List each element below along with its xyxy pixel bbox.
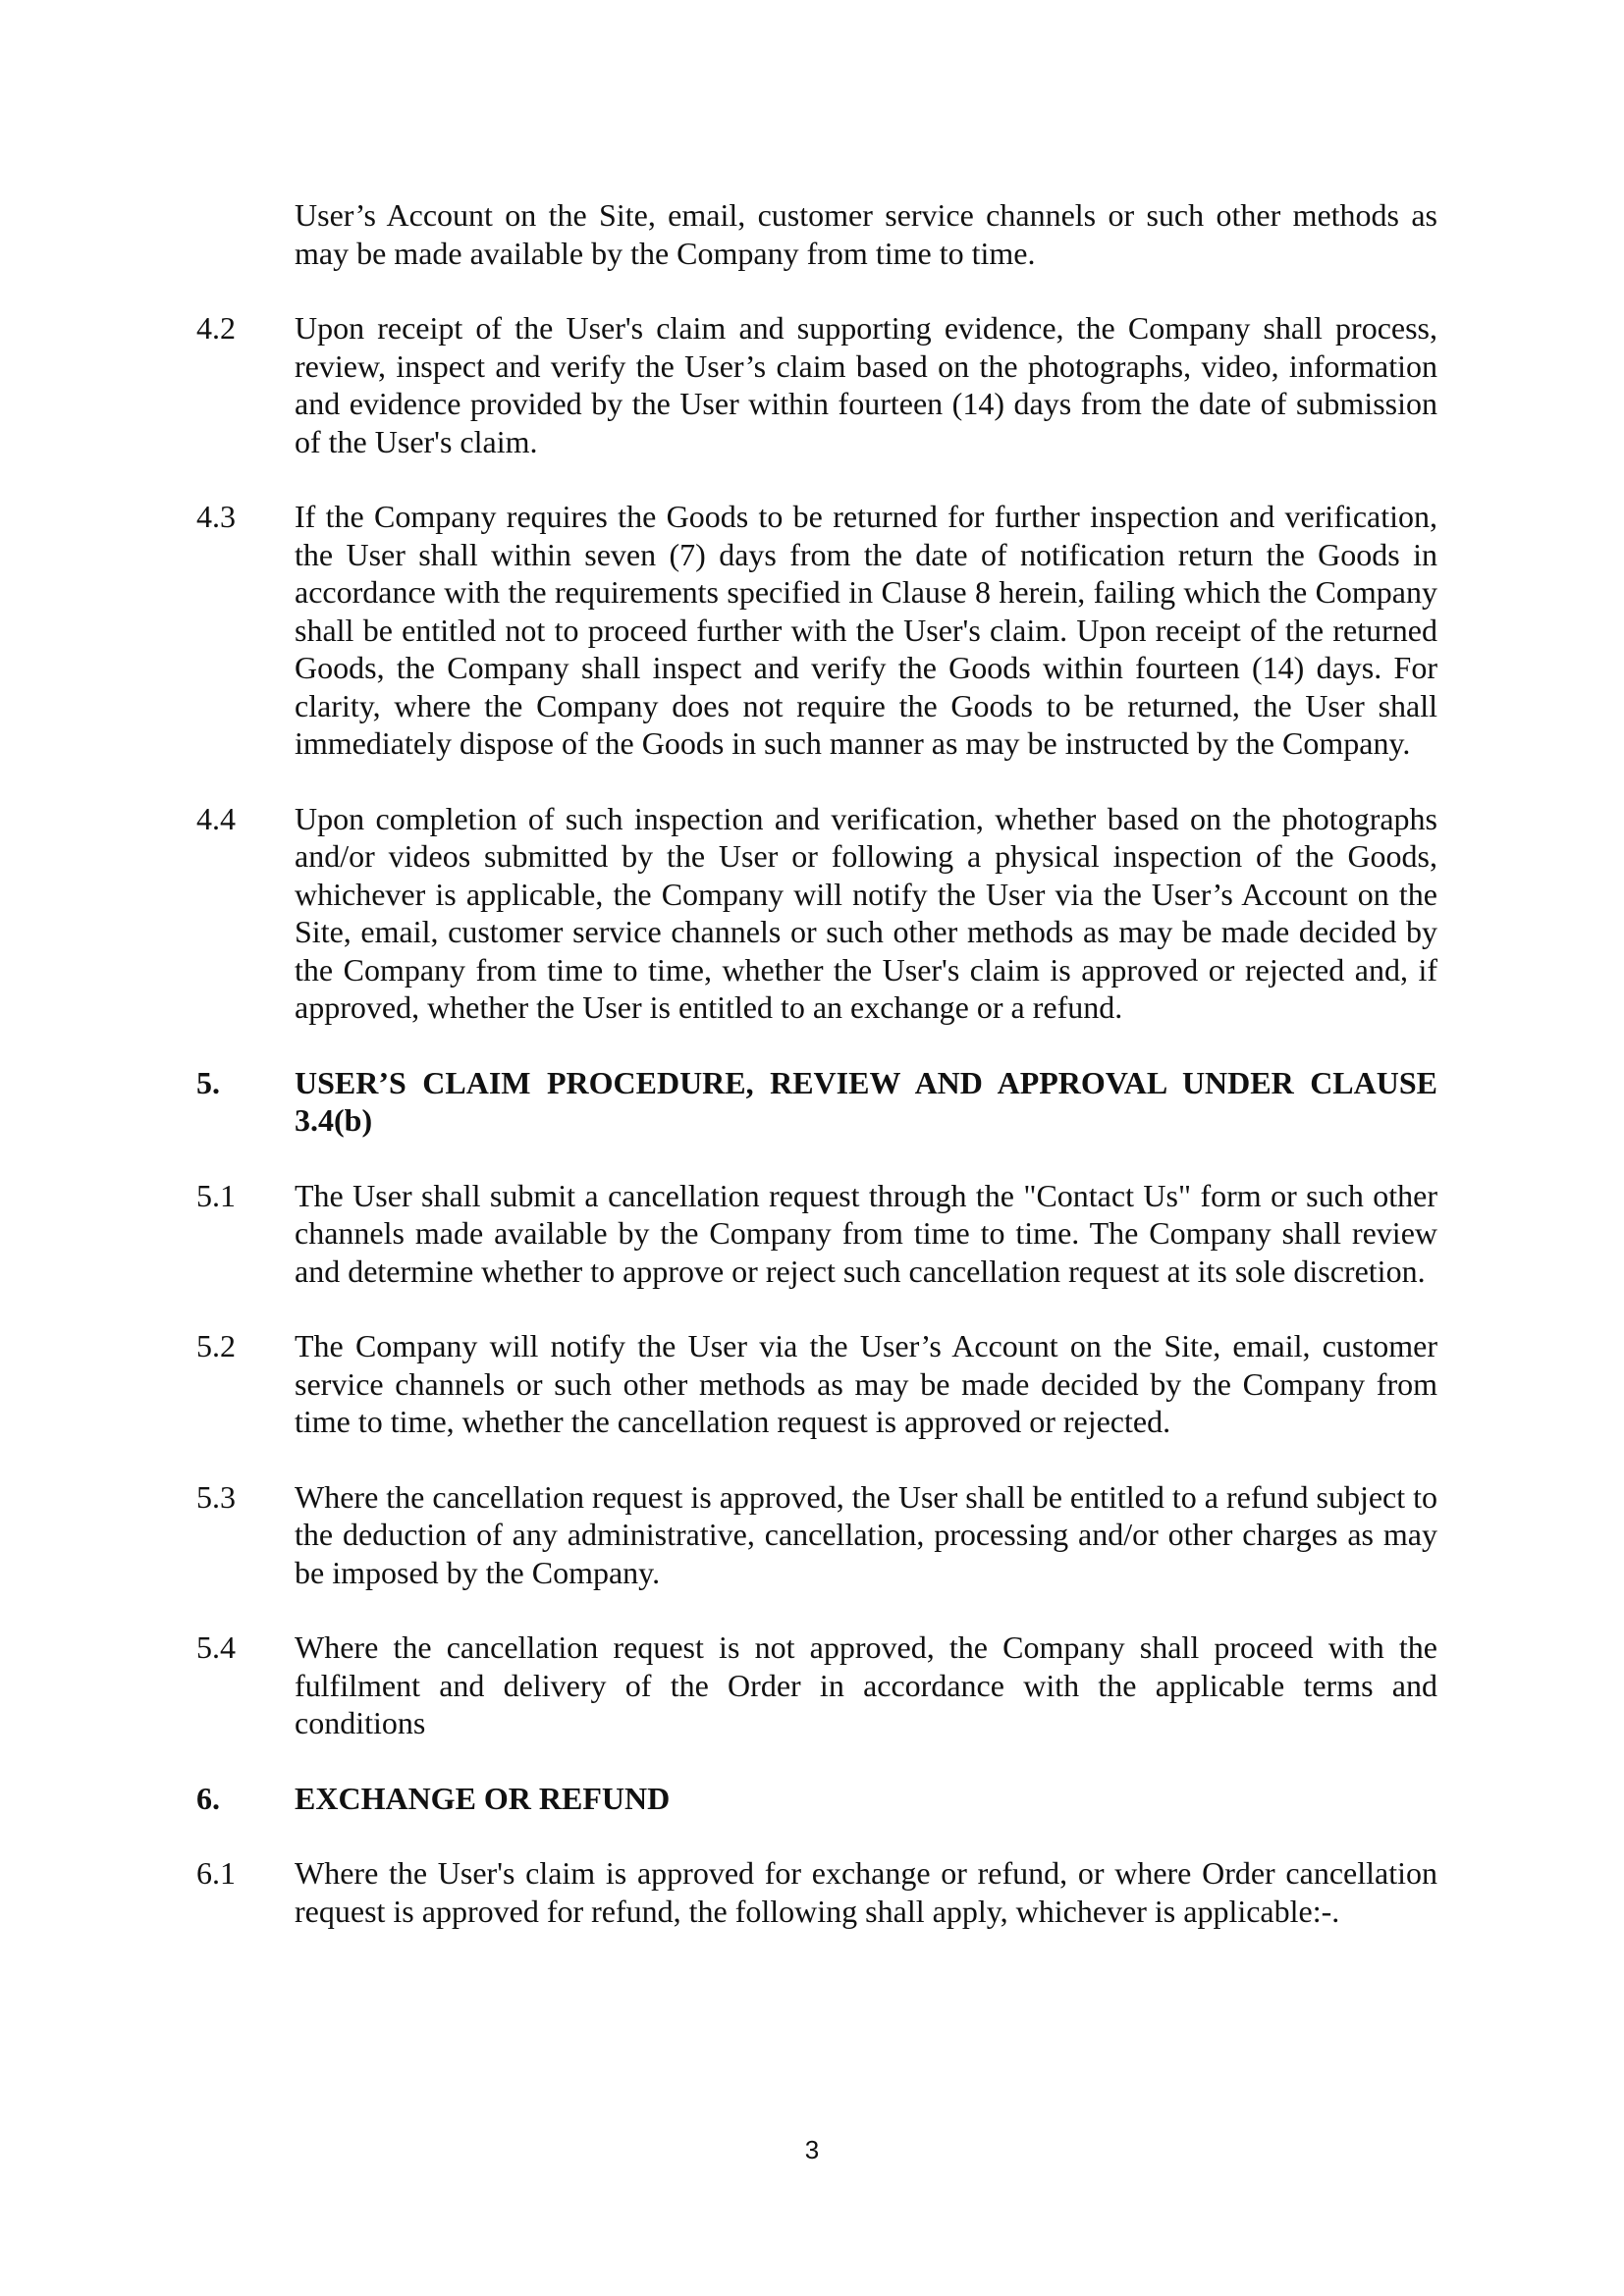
section-title: EXCHANGE OR REFUND — [295, 1780, 671, 1816]
clause-4-4 — [196, 800, 1437, 1027]
paragraph-4-1-continuation — [295, 196, 1437, 272]
clause-number: 4.3 — [196, 499, 236, 534]
clause-6-1 — [196, 1854, 1437, 1930]
clause-number: 5.4 — [196, 1629, 236, 1665]
document-body — [196, 196, 1437, 1967]
clause-text: Where the cancellation request is not approved, the Company shall proceed with the fulfilment and delivery of the Order in accordance with the applicable terms and conditions — [295, 1629, 1437, 1740]
clause-4-2 — [196, 309, 1437, 460]
section-6-heading — [196, 1780, 1437, 1818]
clause-text: Where the cancellation request is approved, the User shall be entitled to a refund subject to the deduction of any administrative, cancellation, processing and/or other charges as may be imposed by the Company. — [295, 1478, 1438, 1590]
section-5-heading — [196, 1064, 1437, 1140]
clause-5-4 — [196, 1629, 1437, 1742]
clause-5-2 — [196, 1327, 1437, 1441]
clause-number: 5.2 — [196, 1328, 236, 1363]
clause-5-1 — [196, 1177, 1437, 1291]
clause-number: 4.4 — [196, 800, 236, 836]
clause-text: If the Company requires the Goods to be returned for further inspection and verification, the User shall within seven (7) days from the date of notification return the Goods in accordance with the requirements specified in Clause 8 herein, failing which the Company shall be entitled not to proceed further with the User's claim. Upon receipt of the returned Goods, the Company shall inspect and verify the Goods within fourteen (14) days. For clarity, where the Company does not require the Goods to be returned, the User shall immediately dispose of the Goods in such manner as may be instructed by the Company. — [295, 499, 1437, 761]
clause-text: The User shall submit a cancellation request through the "Contact Us" form or such other channels made available by the Company from time to time. The Company shall review and determine whether to approve or reject such cancellation request at its sole discretion. — [295, 1177, 1437, 1289]
clause-number: 5.3 — [196, 1478, 236, 1515]
page-number: 3 — [804, 2135, 820, 2164]
section-number: 6. — [196, 1780, 220, 1816]
clause-text: Upon completion of such inspection and verification, whether based on the photographs and/or videos submitted by the User or following a physical inspection of the Goods, whichever is applicable, the Company will notify the User via the User’s Account on the Site, email, customer service channels or such other methods as may be made decided by the Company from time to time, whether the User's claim is approved or rejected and, if approved, whether the User is entitled to an exchange or a refund. — [295, 800, 1437, 1025]
clause-text: Upon receipt of the User's claim and supporting evidence, the Company shall process, review, inspect and verify the User’s claim based on the photographs, video, information and evidence provided by the User within fourteen (14) days from the date of submission of the User's claim. — [295, 310, 1437, 459]
clause-number: 6.1 — [196, 1855, 236, 1891]
clause-4-3 — [196, 498, 1437, 763]
clause-text: The Company will notify the User via the User’s Account on the Site, email, customer service channels or such other methods as may be made decided by the Company from time to time, whether the cancellation request is approved or rejected. — [295, 1328, 1437, 1439]
clause-5-3 — [196, 1478, 1437, 1592]
clause-number: 5.1 — [196, 1177, 236, 1213]
clause-text: Where the User's claim is approved for exchange or refund, or where Order cancellation request is approved for refund, the following shall apply, whichever is applicable:-. — [295, 1855, 1437, 1929]
clause-number: 4.2 — [196, 310, 236, 346]
section-title: USER’S CLAIM PROCEDURE, REVIEW AND APPROVAL UNDER CLAUSE 3.4(b) — [295, 1064, 1437, 1138]
section-number: 5. — [196, 1064, 220, 1100]
paragraph-text: User’s Account on the Site, email, customer service channels or such other methods as may be made available by the Company from time to time. — [295, 197, 1437, 271]
